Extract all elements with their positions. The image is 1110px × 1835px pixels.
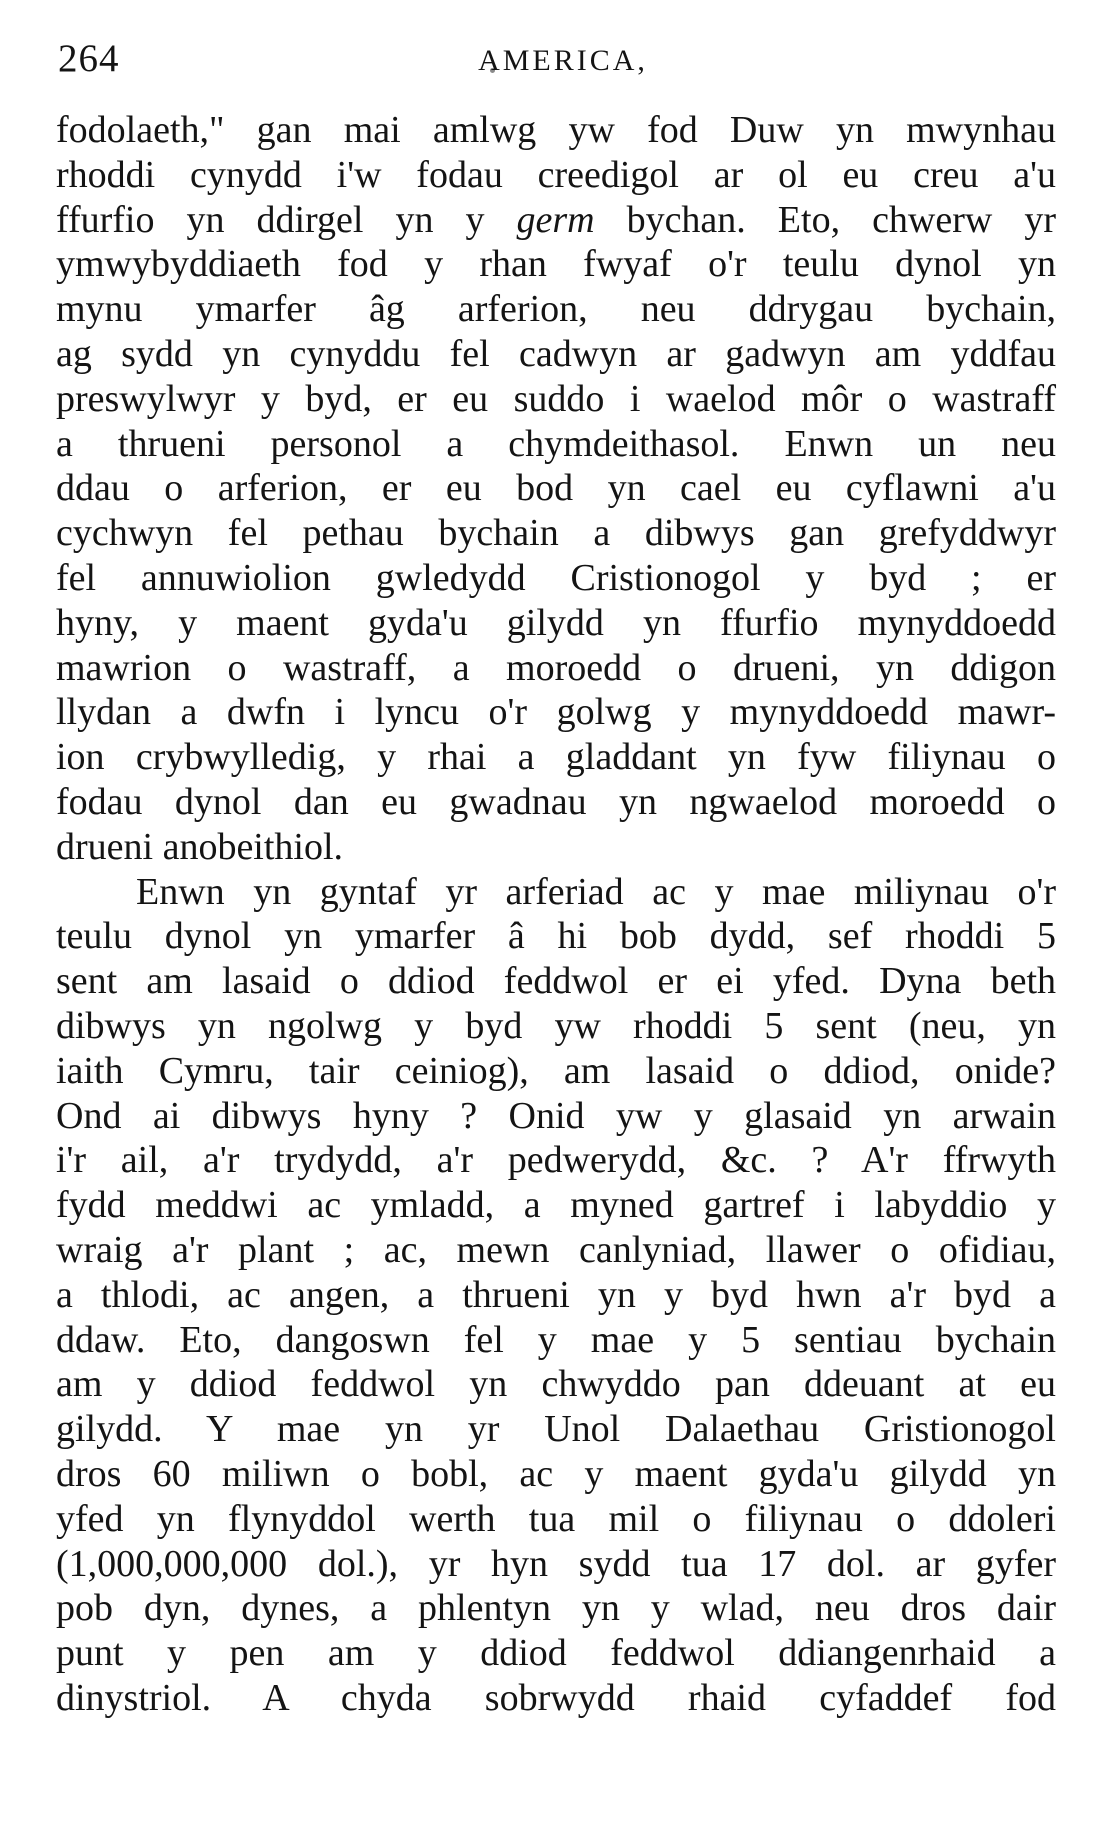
text-line: hyny, y maent gyda'u gilydd yn ffurfio mynyddoedd <box>56 601 1056 644</box>
text-line: cychwyn fel pethau bychain a dibwys gan grefyddwyr <box>56 512 1056 555</box>
text-line: sent am lasaid o ddiod feddwol er ei yfed. Dyna beth <box>56 960 1056 1003</box>
text-run: bychan. Eto, chwerw yr <box>594 198 1056 241</box>
text-line <box>56 198 1056 243</box>
text-line: dros 60 miliwn o bobl, ac y maent gyda'u gilydd yn <box>56 1452 1056 1495</box>
text-line: ddaw. Eto, dangoswn fel y mae y 5 sentiau bychain <box>56 1318 1056 1361</box>
text-line: ddau o arferion, er eu bod yn cael eu cyflawni a'u <box>56 467 1056 510</box>
text-line: ag sydd yn cynyddu fel cadwyn ar gadwyn am yddfau <box>56 332 1056 375</box>
text-line: ion crybwylledig, y rhai a gladdant yn fyw filiynau o <box>56 736 1056 779</box>
paragraph-2 <box>56 870 1056 1721</box>
text-line: ymwybyddiaeth fod y rhan fwyaf o'r teulu dynol yn <box>56 243 1056 286</box>
text-line: rhoddi cynydd i'w fodau creedigol ar ol eu creu a'u <box>56 153 1056 196</box>
text-line: iaith Cymru, tair ceiniog), am lasaid o ddiod, onide? <box>56 1049 1056 1092</box>
body-text <box>56 108 1056 1721</box>
text-line: pob dyn, dynes, a phlentyn yn y wlad, neu dros dair <box>56 1587 1056 1630</box>
text-line: mawrion o wastraff, a moroedd o drueni, yn ddigon <box>56 646 1056 689</box>
page-number: 264 <box>58 37 120 80</box>
text-line: llydan a dwfn i lyncu o'r golwg y mynyddoedd mawr- <box>56 691 1056 734</box>
text-line: fodau dynol dan eu gwadnau yn ngwaelod moroedd o <box>56 780 1056 823</box>
text-line: preswylwyr y byd, er eu suddo i waelod môr o wastraff <box>56 377 1056 420</box>
text-line: Ond ai dibwys hyny ? Onid yw y glasaid yn arwain <box>56 1094 1056 1137</box>
text-line: fydd meddwi ac ymladd, a myned gartref i labyddio y <box>56 1184 1056 1227</box>
text-line: punt y pen am y ddiod feddwol ddiangenrhaid a <box>56 1632 1056 1675</box>
text-line: a thlodi, ac angen, a thrueni yn y byd hwn a'r byd a <box>56 1273 1056 1316</box>
running-head <box>58 30 1068 86</box>
text-line: drueni anobeithiol. <box>56 825 344 868</box>
text-line: a thrueni personol a chymdeithasol. Enwn un neu <box>56 422 1056 465</box>
text-line: teulu dynol yn ymarfer â hi bob dydd, sef rhoddi 5 <box>56 915 1056 958</box>
paragraph-1 <box>56 108 1056 870</box>
text-line: yfed yn flynyddol werth tua mil o filiynau o ddoleri <box>56 1497 1056 1540</box>
running-title: AMERICA, <box>478 44 648 77</box>
text-line: wraig a'r plant ; ac, mewn canlyniad, llawer o ofidiau, <box>56 1228 1056 1271</box>
italic-word: germ <box>516 198 595 241</box>
text-line: (1,000,000,000 dol.), yr hyn sydd tua 17 dol. ar gyfer <box>56 1542 1056 1585</box>
text-line: am y ddiod feddwol yn chwyddo pan ddeuant at eu <box>56 1363 1056 1406</box>
text-line: dibwys yn ngolwg y byd yw rhoddi 5 sent (neu, yn <box>56 1004 1056 1047</box>
text-line: fodolaeth," gan mai amlwg yw fod Duw yn mwynhau <box>56 109 1056 151</box>
text-run: ffurfio yn ddirgel yn y <box>56 198 517 241</box>
text-line: fel annuwiolion gwledydd Cristionogol y byd ; er <box>56 556 1056 599</box>
text-line: mynu ymarfer âg arferion, neu ddrygau bychain, <box>56 288 1056 331</box>
text-line: i'r ail, a'r trydydd, a'r pedwerydd, &c. ? A'r ffrwyth <box>56 1139 1056 1182</box>
text-line: dinystriol. A chyda sobrwydd rhaid cyfaddef fod <box>56 1676 1056 1719</box>
text-line: Enwn yn gyntaf yr arferiad ac y mae miliynau o'r <box>136 870 1056 913</box>
text-line: gilydd. Y mae yn yr Unol Dalaethau Gristionogol <box>56 1408 1056 1451</box>
